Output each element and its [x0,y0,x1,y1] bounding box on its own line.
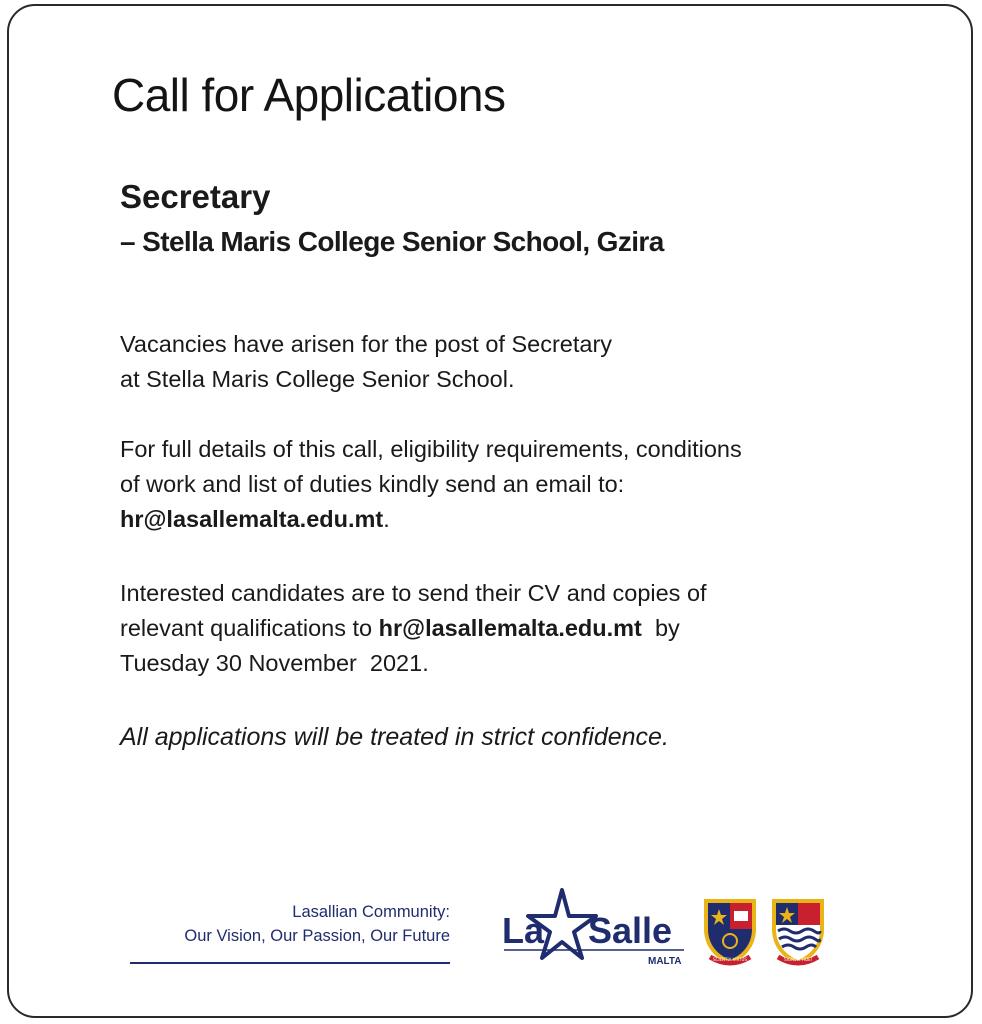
application-line-2-start: relevant qualifications to [120,615,379,641]
application-deadline: Tuesday 30 November 2021. [120,650,429,676]
post-title: Secretary [120,178,271,215]
college-crest-icon [768,895,828,967]
logo-text-la: La [502,910,545,951]
vacancy-paragraph [120,327,900,397]
details-paragraph [120,432,900,537]
tagline-line-2: Our Vision, Our Passion, Our Future [184,927,450,945]
logo-text-salle: Salle [588,910,673,951]
details-line-2: of work and list of duties kindly send an email to: [120,471,625,497]
tagline-line-1: Lasallian Community: [292,903,450,921]
details-line-1: For full details of this call, eligibility requirements, conditions [120,436,742,462]
crest-1-motto: SCIENTIA VIRTUS [713,957,747,962]
application-paragraph [120,576,900,681]
page-heading: Call for Applications [112,69,506,121]
details-email-link[interactable]: hr@lasallemalta.edu.mt [120,506,384,532]
vacancy-line-2: at Stella Maris College Senior School. [120,366,515,392]
school-crest-icon [700,895,760,967]
application-email-link[interactable]: hr@lasallemalta.edu.mt [378,615,642,641]
crest-2-motto: SIGNUM FIDEI [784,957,812,962]
application-line-1: Interested candidates are to send their CV and copies of [120,580,707,606]
logo-sub-malta: MALTA [648,956,682,967]
footer-divider [130,962,450,964]
lasalle-logo [500,888,690,968]
post-subtitle: – Stella Maris College Senior School, Gzira [120,226,664,257]
application-line-2-end: by [641,615,680,641]
details-period: . [383,506,390,532]
confidentiality-note: All applications will be treated in strict confidence. [120,723,669,751]
vacancy-line-1: Vacancies have arisen for the post of Secretary [120,331,613,357]
footer-tagline [130,900,450,948]
